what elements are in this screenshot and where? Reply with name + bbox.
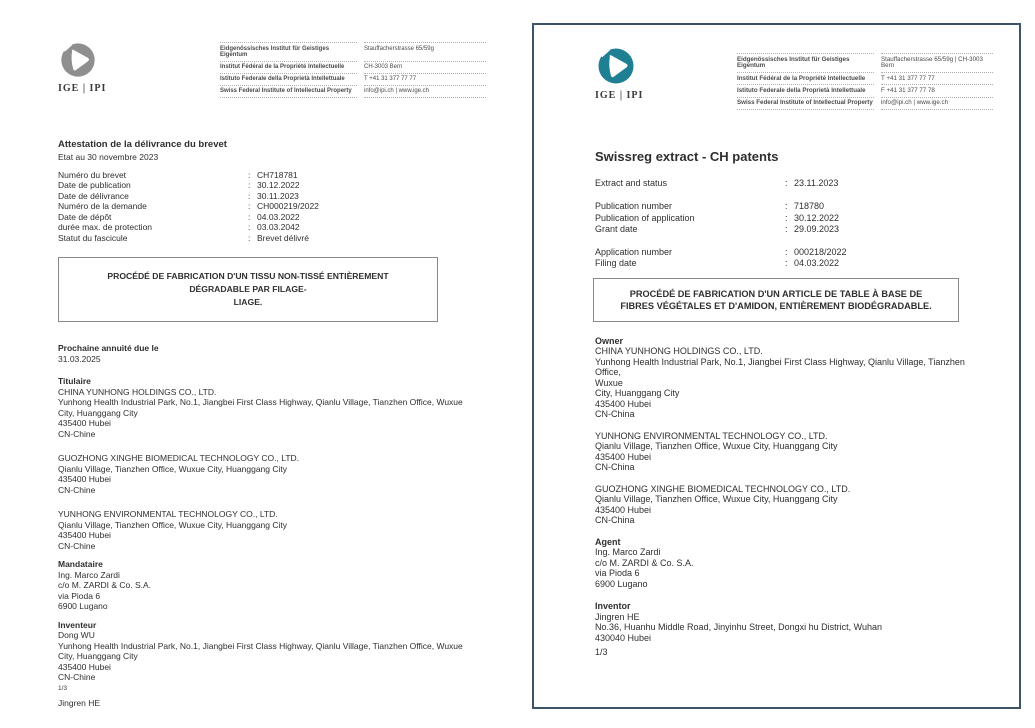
field-row: [58, 180, 486, 191]
field-row: [595, 178, 993, 189]
field-label: Numéro de la demande: [58, 201, 147, 211]
institute-row: [220, 73, 486, 85]
field-value: 23.11.2023: [794, 177, 839, 188]
institute-contact: T +41 31 377 77 77: [881, 72, 993, 84]
institute-row: [737, 84, 993, 96]
field-label: Date de délivrance: [58, 190, 129, 201]
patent-fields: [58, 170, 486, 244]
field-row: [595, 224, 993, 235]
institute-name: Swiss Federal Institute of Intellectual Property: [220, 85, 357, 98]
annuity-date: 31.03.2025: [58, 353, 101, 364]
institute-row: [220, 85, 486, 98]
agent-block: Ing. Marco Zardi c/o M. ZARDI & Co. S.A. via Pioda 6 6900 Lugano: [595, 547, 694, 589]
field-value: 30.12.2022: [794, 212, 840, 223]
annuity-section: [58, 343, 486, 364]
field-row: [58, 191, 486, 202]
page-number: 1/3: [595, 647, 608, 657]
document-title: Attestation de la délivrance du brevet: [58, 138, 227, 150]
owner-heading: Owner: [595, 335, 624, 346]
institute-address-table: [737, 53, 993, 110]
field-label: Statut du fascicule: [58, 232, 128, 243]
field-value: 03.03.2042: [257, 222, 300, 232]
institute-address-table: [220, 42, 486, 98]
field-row: [58, 212, 486, 223]
agent-heading: Mandataire: [58, 559, 103, 569]
document-header: [595, 45, 993, 110]
patent-title-box: [58, 257, 438, 322]
patent-title-line: LIAGE.: [233, 297, 263, 307]
colon: :: [785, 212, 788, 223]
second-inventor-name: Jingren HE: [58, 697, 101, 708]
colon: :: [248, 180, 251, 190]
institute-row: [220, 61, 486, 73]
field-group: [595, 201, 993, 235]
institute-name: Swiss Federal Institute of Intellectual Property: [737, 97, 874, 110]
ipi-logo: [595, 45, 643, 102]
institute-name: Institut Fédéral de la Propriété Intellectuelle: [737, 72, 874, 84]
institute-contact: CH-3003 Bern: [364, 61, 486, 73]
institute-contact: F +41 31 377 77 78: [881, 84, 993, 96]
field-label: Publication number: [595, 201, 673, 212]
institute-contact: Stauffacherstrasse 65/59g: [364, 42, 486, 61]
field-label: Extract and status: [595, 177, 668, 188]
institute-name: Eidgenössisches Institut für Geistiges Eigentum: [220, 42, 357, 61]
colon: :: [785, 201, 788, 212]
colon: :: [785, 223, 788, 234]
field-row: [595, 213, 993, 224]
institute-row: [220, 42, 486, 61]
inventor-block: Jingren HE No.36, Huanhu Middle Road, Jinyinhu Street, Dongxi hu District, Wuhan 430040 Hubei: [595, 611, 882, 643]
document-title: Swissreg extract - CH patents: [595, 148, 779, 164]
annuity-heading: Prochaine annuité due le: [58, 343, 159, 353]
owner-heading: Titulaire: [58, 376, 91, 386]
field-value: 000218/2022: [794, 247, 847, 258]
colon: :: [248, 169, 251, 180]
field-row: [58, 222, 486, 233]
ipi-swirl-icon: [595, 45, 637, 87]
patent-title-line: PROCÉDÉ DE FABRICATION D'UN TISSU NON-TISSÉ ENTIÈREMENT DÉGRADABLE PAR FILAGE-: [107, 271, 389, 294]
document-header: [58, 40, 486, 98]
institute-contact: info@ipi.ch | www.ige.ch: [881, 97, 993, 110]
owner-block: CHINA YUNHONG HOLDINGS CO., LTD. Yunhong Health Industrial Park, No.1, Jiangbei First Class Highway, Qianlu Village, Tianzhen Office, Wuxue City, Huanggang City 435400 Hubei CN-China: [595, 346, 965, 420]
ipi-logo-text: IGE | IPI: [595, 90, 644, 101]
institute-name: Istituto Federale della Proprietà Intellettuale: [220, 73, 357, 85]
field-label: Filing date: [595, 258, 637, 269]
inventor-heading: Inventor: [595, 601, 631, 612]
colon: :: [248, 190, 251, 201]
field-group: [595, 247, 993, 270]
field-row: [58, 233, 486, 244]
institute-name: Eidgenössisches Institut für Geistiges Eigentum: [737, 53, 874, 72]
owner-block: CHINA YUNHONG HOLDINGS CO., LTD. Yunhong Health Industrial Park, No.1, Jiangbei First Class Highway, Qianlu Village, Tianzhen Office, Wuxue City, Huanggang City 435400 Hubei CN-Chine: [58, 386, 463, 439]
field-label: Date de dépôt: [58, 211, 112, 222]
institute-row: [737, 53, 993, 72]
page-number: 1/3: [58, 685, 68, 692]
field-label: durée max. de protection: [58, 222, 153, 232]
patent-fields: [595, 178, 993, 270]
field-value: 04.03.2022: [794, 258, 840, 269]
colon: :: [785, 258, 788, 269]
attestation-page: [30, 18, 502, 724]
field-label: Application number: [595, 247, 673, 258]
owner-block: GUOZHONG XINGHE BIOMEDICAL TECHNOLOGY CO., LTD. Qianlu Village, Tianzhen Office, Wuxue City, Huanggang City 435400 Hubei CN-Chine: [58, 453, 300, 495]
inventor-block: Dong WU Yunhong Health Industrial Park, No.1, Jiangbei First Class Highway, Qianlu Village, Tianzhen Office, Wuxue City, Huanggang City 435400 Hubei CN-Chine: [58, 630, 463, 682]
agent-heading: Agent: [595, 536, 621, 547]
agent-block: Ing. Marco Zardi c/o M. ZARDI & Co. S.A. via Pioda 6 6900 Lugano: [58, 569, 152, 611]
field-value: 30.12.2022: [257, 180, 300, 190]
field-value: 30.11.2023: [257, 190, 299, 201]
field-value: 29.09.2023: [794, 223, 840, 234]
colon: :: [248, 211, 251, 222]
institute-contact: Stauffacherstrasse 65/59g | CH-3003 Bern: [881, 53, 993, 72]
colon: :: [785, 177, 788, 188]
owner-block: YUNHONG ENVIRONMENTAL TECHNOLOGY CO., LTD. Qianlu Village, Tianzhen Office, Wuxue City, Huanggang City 435400 Hubei CN-China: [595, 430, 838, 473]
field-value: CH718781: [257, 169, 298, 180]
patent-title-line: PROCÉDÉ DE FABRICATION D'UN ARTICLE DE TABLE À BASE DE: [629, 288, 923, 299]
swissreg-extract-page: [532, 23, 1021, 709]
colon: :: [785, 247, 788, 258]
field-row: [595, 201, 993, 212]
colon: :: [248, 232, 251, 243]
field-row: [58, 170, 486, 181]
colon: :: [248, 201, 251, 211]
patent-title-box: [593, 278, 959, 322]
field-label: Numéro du brevet: [58, 169, 127, 180]
status-date-line: Etat au 30 novembre 2023: [58, 152, 159, 162]
field-row: [595, 258, 993, 269]
ipi-logo-text: IGE | IPI: [58, 83, 107, 94]
institute-name: Istituto Federale della Proprietà Intellettuale: [737, 84, 874, 96]
institute-row: [737, 72, 993, 84]
inventor-heading: Inventeur: [58, 619, 97, 630]
ipi-logo: [58, 40, 106, 95]
field-label: Publication of application: [595, 212, 695, 223]
ipi-swirl-icon: [58, 40, 98, 80]
field-value: 718780: [794, 201, 825, 212]
patent-title-line: FIBRES VÉGÉTALES ET D'AMIDON, ENTIÈREMENT BIODÉGRADABLE.: [620, 300, 932, 311]
field-value: Brevet délivré: [257, 232, 309, 243]
field-row: [595, 247, 993, 258]
field-label: Grant date: [595, 223, 638, 234]
field-row: [58, 201, 486, 212]
owner-block: YUNHONG ENVIRONMENTAL TECHNOLOGY CO., LTD. Qianlu Village, Tianzhen Office, Wuxue City, Huanggang City 435400 Hubei CN-Chine: [58, 509, 287, 551]
institute-contact: info@ipi.ch | www.ige.ch: [364, 85, 486, 98]
institute-contact: T +41 31 377 77 77: [364, 73, 486, 85]
owner-block: GUOZHONG XINGHE BIOMEDICAL TECHNOLOGY CO., LTD. Qianlu Village, Tianzhen Office, Wuxue City, Huanggang City 435400 Hubei CN-China: [595, 483, 851, 526]
field-label: Date de publication: [58, 180, 131, 190]
institute-row: [737, 97, 993, 110]
institute-name: Institut Fédéral de la Propriété Intellectuelle: [220, 61, 357, 73]
colon: :: [248, 222, 251, 232]
field-value: CH000219/2022: [257, 201, 319, 211]
field-value: 04.03.2022: [257, 211, 300, 222]
